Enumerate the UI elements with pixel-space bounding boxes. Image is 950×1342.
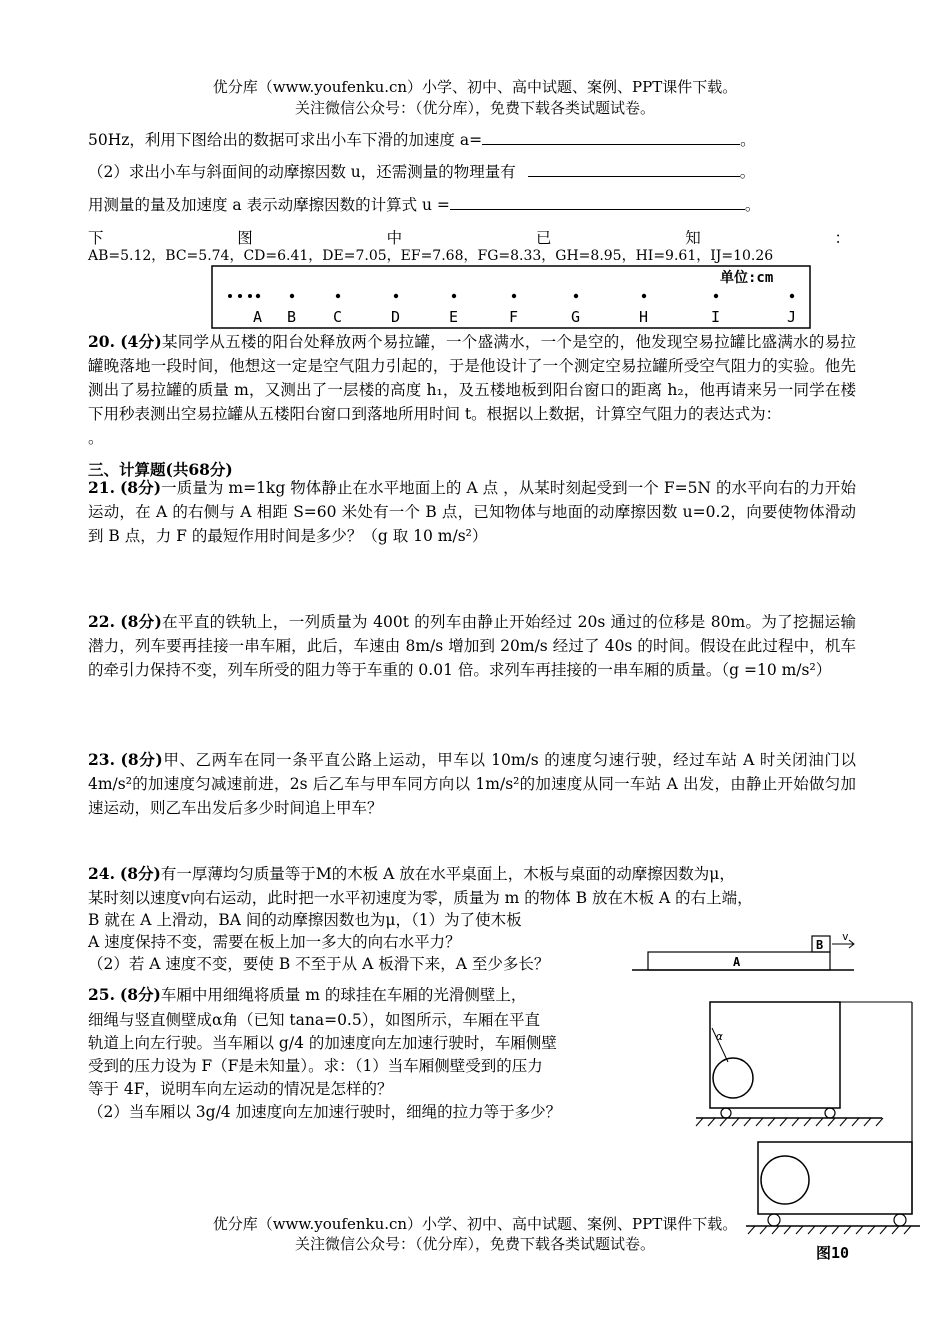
tape-letter-D: D	[391, 308, 401, 326]
q25-line-5: 等于 4F，说明车向左运动的情况是怎样的？	[88, 1080, 393, 1098]
ground-hatch	[756, 1118, 763, 1126]
tape-dot	[248, 294, 252, 298]
tape-letter-I: I	[711, 308, 721, 326]
tape-letter-H: H	[639, 308, 649, 326]
q19-formula-line: 用测量的量及加速度 a 表示动摩擦因数的计算式 u = 。	[88, 196, 761, 214]
tape-dot-C	[336, 294, 340, 298]
tape-dot-D	[394, 294, 398, 298]
q19-measure-line: （2）求出小车与斜面间的动摩擦因数 u，还需测量的物理量有 。	[88, 163, 756, 181]
ground-hatch	[768, 1118, 775, 1126]
answer-blank-measure[interactable]	[528, 162, 740, 177]
tape-dot-E	[452, 294, 456, 298]
q19-acceleration-line: 50Hz，利用下图给出的数据可求出小车下滑的加速度 a= 。	[88, 131, 756, 149]
figure-caption: 图10	[816, 1244, 850, 1262]
q22: 22. (8分)在平直的铁轨上，一列质量为 400t 的列车由静止开始经过 20s 通过的位移是 80m。为了挖掘运输潜力，列车要再挂接一串车厢，此后，车速由 8m/s 增加到 20m/s 经过了 40s 的时间。假设在此过程中，机车的牵引力保持不变，列车所受的阻力等于车重的 0.01 倍。求列车再挂接的一串车厢的质量。（g =10 m/s²）	[88, 612, 856, 679]
q25-line-2: 细绳与竖直侧壁成α角（已知 tana=0.5），如图所示，车厢在平直	[88, 1011, 540, 1029]
tape-unit: 单位:cm	[720, 270, 774, 286]
tape-letter-G: G	[571, 308, 581, 326]
q20: 20. (4分)某同学从五楼的阳台处释放两个易拉罐，一个盛满水，一个是空的，他发现空易拉罐比盛满水的易拉罐晚落地一段时间，他想这一定是空气阻力引起的，于是他设计了一个测定空易拉罐所受空气阻力的实验。他先测出了易拉罐的质量 m，又测出了一层楼的高度 h₁，及五楼地板到阳台窗口的距离 h₂，他再请来另一同学在楼下用秒表测出空易拉罐从五楼阳台窗口到落地所用时间 t。根据以上数据，计算空气阻力的表达式为： 。	[88, 332, 856, 447]
ground-hatch	[732, 1118, 739, 1126]
ground-hatch	[696, 1118, 703, 1126]
q19-spread-line: 下 图 中 已 知 ：	[88, 229, 850, 247]
ground-hatch	[804, 1118, 811, 1126]
footer-line-2: 关注微信公众号：（优分库），免费下载各类试题试卷。	[294, 1235, 655, 1253]
ground-hatch	[828, 1118, 835, 1126]
q24-line-4: A 速度保持不变，需要在板上加一多大的向右水平力？	[88, 933, 461, 951]
tape-dot-G	[574, 294, 578, 298]
ground-hatch	[708, 1118, 715, 1126]
q21: 21. (8分)一质量为 m=1kg 物体静止在水平地面上的 A 点 ，从某时刻起受到一个 F=5N 的水平向右的力开始运动，在 A 的右侧与 A 相距 S=60 米处有一个 B 点，已知物体与地面的动摩擦因数 u=0.2，向要使物体滑动到 B 点，力 F 的最短作用时间是多少？（g 取 10 m/s²）	[88, 478, 857, 545]
tape-letter-B: B	[287, 308, 297, 326]
ground-hatch	[876, 1118, 883, 1126]
q19-data-line: AB=5.12，BC=5.74，CD=6.41，DE=7.05，EF=7.68，FG=8.33，GH=8.95，HI=9.61，IJ=10.26	[88, 248, 774, 264]
board-label: A	[733, 955, 741, 969]
ground-hatch	[852, 1118, 859, 1126]
header-line-2: 关注微信公众号：（优分库），免费下载各类试题试卷。	[294, 99, 655, 117]
ticker-tape-figure	[208, 262, 814, 332]
ground-hatch	[864, 1118, 871, 1126]
q24-line-5: （2）若 A 速度不变，要使 B 不至于从 A 板滑下来，A 至少多长？	[88, 955, 550, 973]
ground-hatch	[816, 1118, 823, 1126]
ground-hatch	[720, 1118, 727, 1126]
tape-letter-J: J	[787, 308, 797, 326]
answer-blank-formula[interactable]	[450, 195, 745, 210]
ground-hatch	[792, 1118, 799, 1126]
tape-dot	[228, 294, 232, 298]
board-block-figure	[628, 928, 858, 978]
q25-line-1: 25. (8分)车厢中用细绳将质量 m 的球挂在车厢的光滑侧壁上，	[88, 985, 527, 1004]
tape-dot	[238, 294, 242, 298]
section-3-title: 三、计算题(共68分)	[88, 460, 233, 479]
footer-line-1: 优分库（www.youfenku.cn）小学、初中、高中试题、案例、PPT课件下载。	[212, 1215, 738, 1233]
tape-dot-A	[256, 294, 260, 298]
ground-hatch	[840, 1118, 847, 1126]
block-label: B	[816, 938, 824, 952]
q24-line-2: 某时刻以速度v向右运动，此时把一水平初速度为零，质量为 m 的物体 B 放在木板 A 的右上端，	[88, 889, 753, 907]
alpha-label: α	[716, 1030, 723, 1043]
ground-hatch	[780, 1118, 787, 1126]
velocity-label: v	[842, 930, 849, 943]
tape-letter-A: A	[253, 308, 263, 326]
q25-line-3: 轨道上向左行驶。当车厢以 g/4 的加速度向左加速行驶时，车厢侧壁	[88, 1034, 557, 1052]
ground-hatch	[744, 1118, 751, 1126]
tape-dot-F	[512, 294, 516, 298]
tape-letter-C: C	[333, 308, 343, 326]
header-line-1: 优分库（www.youfenku.cn）小学、初中、高中试题、案例、PPT课件下载。	[212, 78, 738, 96]
q25-line-4: 受到的压力设为 F（F是未知量）。求：（1）当车厢侧壁受到的压力	[88, 1057, 543, 1075]
q23: 23. (8分)甲、乙两车在同一条平直公路上运动，甲车以 10m/s 的速度匀速行驶，经过车站 A 时关闭油门以 4m/s²的加速度匀减速前进，2s 后乙车与甲车同方向以 1m/s²的加速度从同一车站 A 出发，由静止开始做匀加速运动，则乙车出发后多少时间追上甲车？	[88, 750, 856, 817]
answer-blank-acceleration[interactable]	[482, 130, 740, 145]
q25-line-6: （2）当车厢以 3g/4 加速度向左加速行驶时，细绳的拉力等于多少？	[88, 1103, 562, 1121]
tape-dot-B	[290, 294, 294, 298]
tape-letter-F: F	[509, 308, 519, 326]
q24-line-3: B 就在 A 上滑动，BA 间的动摩擦因数也为μ，（1）为了使木板	[88, 911, 522, 929]
tape-dot-I	[714, 294, 718, 298]
tape-dot-H	[642, 294, 646, 298]
tape-letter-E: E	[449, 308, 459, 326]
q24-line-1: 24. (8分)有一厚薄均匀质量等于M的木板 A 放在水平桌面上，木板与桌面的动摩擦因数为μ，	[88, 864, 735, 883]
tape-dot-J	[790, 294, 794, 298]
